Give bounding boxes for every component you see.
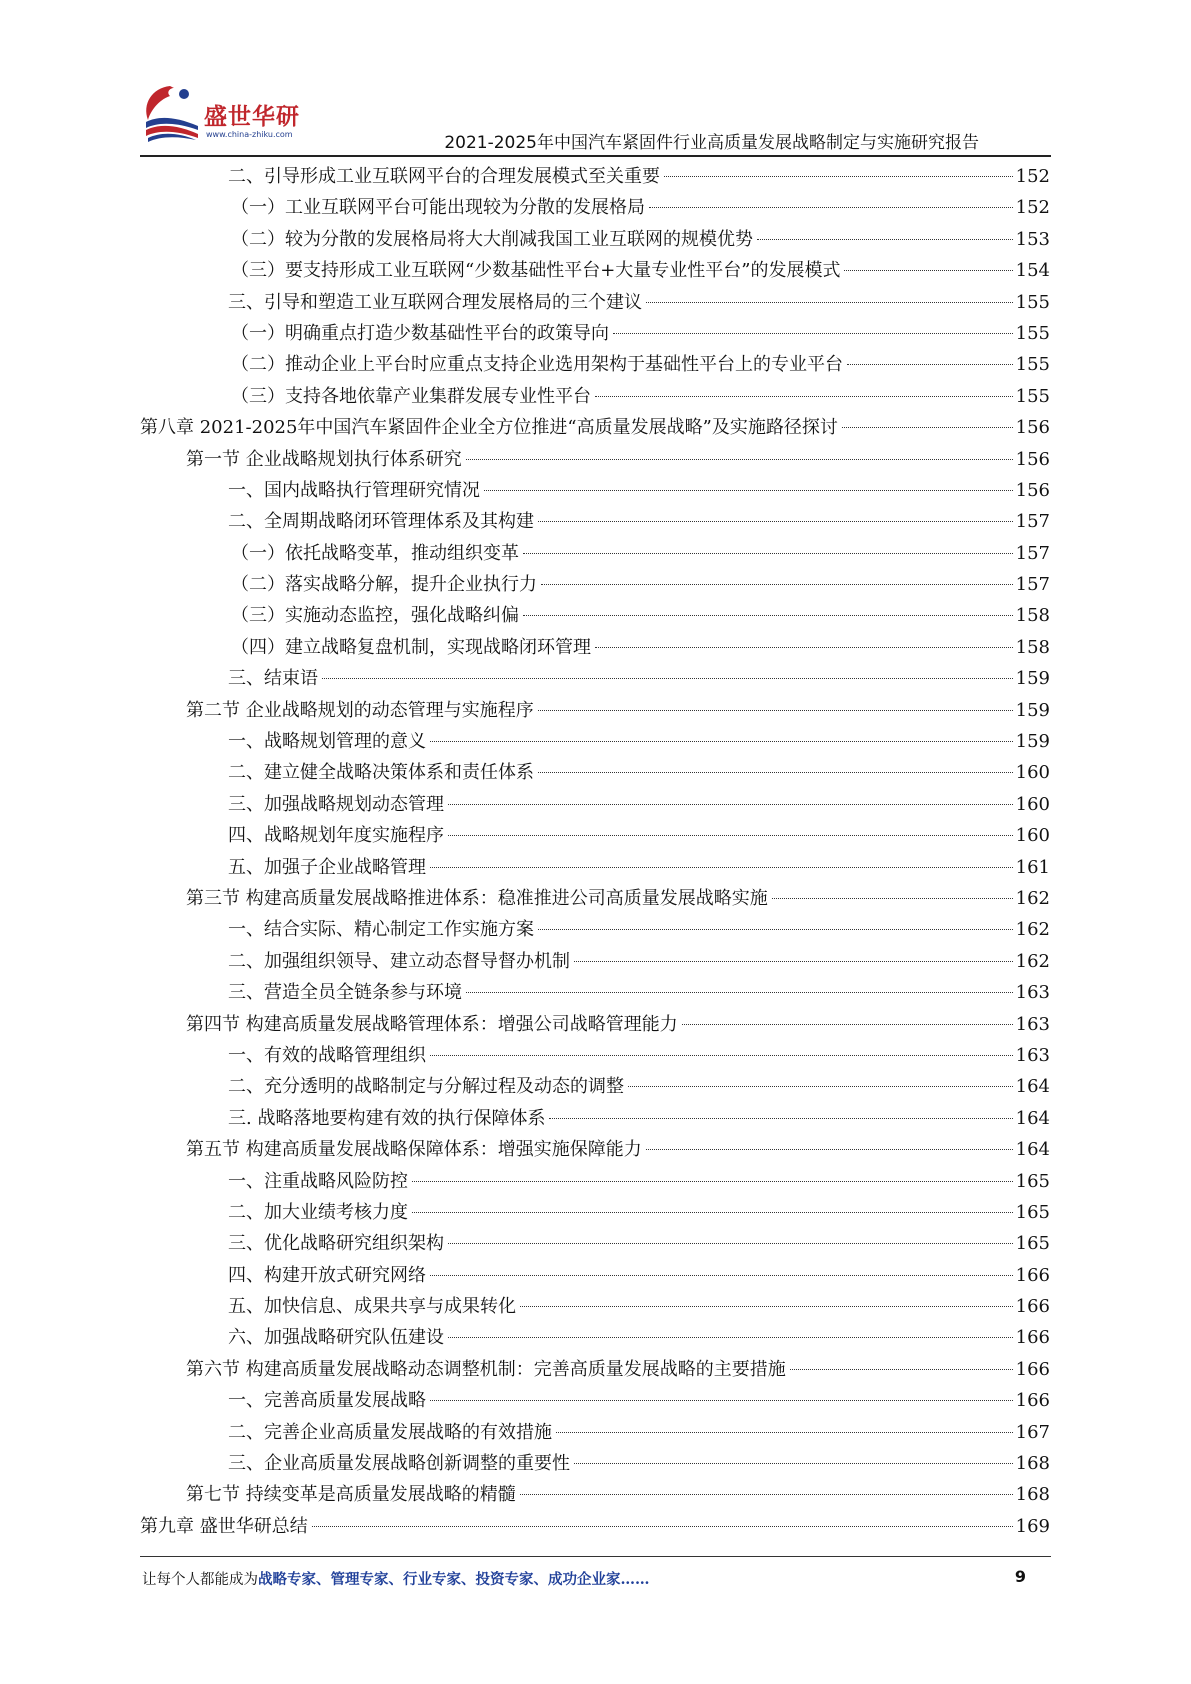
toc-entry-page: 158: [1015, 636, 1050, 658]
toc-entry-page: 161: [1015, 856, 1050, 878]
toc-leader-dots: [523, 615, 1013, 616]
toc-entry[interactable]: [140, 1479, 1050, 1510]
toc-entry[interactable]: [140, 161, 1050, 192]
toc-entry-title: （一）依托战略变革，推动组织变革: [231, 542, 519, 564]
toc-entry[interactable]: [140, 255, 1050, 286]
toc-entry-page: 159: [1015, 699, 1050, 721]
toc-entry[interactable]: [140, 914, 1050, 945]
toc-entry-title: （一）工业互联网平台可能出现较为分散的发展格局: [231, 197, 645, 219]
logo-url: www.china-zhiku.com: [206, 130, 293, 139]
toc-entry-page: 155: [1015, 385, 1050, 407]
toc-entry-page: 162: [1015, 950, 1050, 972]
toc-leader-dots: [520, 1306, 1013, 1307]
toc-leader-dots: [538, 710, 1013, 711]
toc-leader-dots: [430, 867, 1013, 868]
toc-leader-dots: [430, 1055, 1013, 1056]
toc-entry-page: 166: [1015, 1327, 1050, 1349]
toc-entry[interactable]: [140, 1009, 1050, 1040]
toc-leader-dots: [520, 1494, 1013, 1495]
toc-entry-title: 二、建立健全战略决策体系和责任体系: [228, 762, 534, 784]
toc-entry-page: 157: [1015, 511, 1050, 533]
toc-entry-page: 163: [1015, 1013, 1050, 1035]
toc-entry-page: 160: [1015, 793, 1050, 815]
toc-entry[interactable]: [140, 1291, 1050, 1322]
toc-entry[interactable]: [140, 1071, 1050, 1102]
toc-entry-title: 第七节 持续变革是高质量发展战略的精髓: [186, 1484, 516, 1506]
toc-entry-title: 三、企业高质量发展战略创新调整的重要性: [228, 1453, 570, 1475]
page-number: 9: [1014, 1567, 1026, 1586]
toc-entry[interactable]: [140, 412, 1050, 443]
toc-entry-page: 165: [1015, 1201, 1050, 1223]
toc-entry-title: 第三节 构建高质量发展战略推进体系：稳准推进公司高质量发展战略实施: [186, 887, 768, 909]
toc-entry-page: 169: [1015, 1515, 1050, 1537]
toc-entry[interactable]: [140, 287, 1050, 318]
toc-entry[interactable]: [140, 381, 1050, 412]
toc-entry[interactable]: [140, 977, 1050, 1008]
toc-leader-dots: [847, 364, 1013, 365]
toc-entry[interactable]: [140, 883, 1050, 914]
toc-leader-dots: [757, 239, 1013, 240]
toc-entry-page: 160: [1015, 825, 1050, 847]
toc-entry-page: 164: [1015, 1076, 1050, 1098]
toc-entry[interactable]: [140, 538, 1050, 569]
toc-leader-dots: [628, 1086, 1013, 1087]
toc-leader-dots: [412, 1212, 1013, 1213]
toc-entry[interactable]: [140, 475, 1050, 506]
toc-entry-title: 二、加大业绩考核力度: [228, 1201, 408, 1223]
toc-entry-page: 167: [1015, 1421, 1050, 1443]
toc-entry-page: 164: [1015, 1139, 1050, 1161]
toc-leader-dots: [448, 1243, 1013, 1244]
toc-leader-dots: [538, 521, 1013, 522]
toc-leader-dots: [448, 835, 1013, 836]
toc-entry-title: （二）落实战略分解，提升企业执行力: [231, 574, 537, 596]
toc-entry[interactable]: [140, 1260, 1050, 1291]
toc-entry[interactable]: [140, 192, 1050, 223]
toc-leader-dots: [430, 741, 1013, 742]
toc-entry-page: 157: [1015, 542, 1050, 564]
toc-entry-page: 166: [1015, 1296, 1050, 1318]
toc-entry-title: （二）较为分散的发展格局将大大削减我国工业互联网的规模优势: [231, 228, 753, 250]
toc-entry-title: 二、引导形成工业互联网平台的合理发展模式至关重要: [228, 166, 660, 187]
toc-entry-title: 二、全周期战略闭环管理体系及其构建: [228, 511, 534, 533]
toc-entry-title: 三、优化战略研究组织架构: [228, 1233, 444, 1255]
toc-entry[interactable]: [140, 1197, 1050, 1228]
toc-leader-dots: [649, 207, 1013, 208]
toc-leader-dots: [312, 1526, 1013, 1527]
toc-entry-title: （一）明确重点打造少数基础性平台的政策导向: [231, 322, 609, 344]
toc-entry-title: 二、完善企业高质量发展战略的有效措施: [228, 1421, 552, 1443]
toc-entry-page: 162: [1015, 887, 1050, 909]
toc-entry[interactable]: [140, 318, 1050, 349]
toc-entry-page: 155: [1015, 322, 1050, 344]
toc-leader-dots: [646, 302, 1013, 303]
toc-leader-dots: [842, 427, 1013, 428]
toc-entry[interactable]: [140, 349, 1050, 380]
toc-entry-title: 一、战略规划管理的意义: [228, 731, 426, 753]
toc-entry-title: 第八章 2021-2025年中国汽车紧固件企业全方位推进“高质量发展战略”及实施路径探讨: [140, 417, 838, 439]
toc-entry-title: 第九章 盛世华研总结: [140, 1515, 308, 1537]
toc-entry-title: 第二节 企业战略规划的动态管理与实施程序: [186, 699, 534, 721]
toc-entry[interactable]: [140, 1417, 1050, 1448]
toc-entry-title: 第一节 企业战略规划执行体系研究: [186, 448, 462, 470]
toc-entry-title: 一、国内战略执行管理研究情况: [228, 479, 480, 501]
toc-entry[interactable]: [140, 1354, 1050, 1385]
toc-entry-page: 166: [1015, 1390, 1050, 1412]
toc-leader-dots: [523, 553, 1013, 554]
toc-entry-title: （三）要支持形成工业互联网“少数基础性平台+大量专业性平台”的发展模式: [231, 260, 841, 282]
toc-entry-title: 三. 战略落地要构建有效的执行保障体系: [228, 1107, 546, 1129]
toc-entry[interactable]: [140, 1228, 1050, 1259]
toc-leader-dots: [541, 584, 1013, 585]
toc-leader-dots: [595, 396, 1013, 397]
toc-leader-dots: [574, 1463, 1013, 1464]
toc-entry[interactable]: [140, 820, 1050, 851]
toc-entry-title: （三）实施动态监控，强化战略纠偏: [231, 605, 519, 627]
toc-entry-title: 三、营造全员全链条参与环境: [228, 982, 462, 1004]
toc-entry-page: 159: [1015, 731, 1050, 753]
toc-leader-dots: [430, 1275, 1013, 1276]
toc-leader-dots: [538, 929, 1013, 930]
toc-entry[interactable]: [140, 506, 1050, 537]
table-of-contents: [140, 161, 1050, 1542]
toc-entry[interactable]: [140, 695, 1050, 726]
toc-leader-dots: [664, 176, 1013, 177]
footer-slogan-roles: 战略专家、管理专家、行业专家、投资专家、成功企业家……: [258, 1571, 650, 1588]
page-header: [0, 0, 1191, 170]
toc-leader-dots: [466, 992, 1013, 993]
toc-leader-dots: [430, 1400, 1013, 1401]
toc-leader-dots: [466, 459, 1013, 460]
header-divider: [140, 155, 1051, 157]
footer-divider: [140, 1556, 1051, 1557]
toc-leader-dots: [844, 270, 1012, 271]
page-footer: [142, 1568, 1048, 1592]
toc-entry-page: 153: [1015, 228, 1050, 250]
toc-entry[interactable]: [140, 569, 1050, 600]
toc-entry-page: 165: [1015, 1170, 1050, 1192]
toc-entry[interactable]: [140, 946, 1050, 977]
toc-leader-dots: [549, 1118, 1012, 1119]
toc-entry-page: 164: [1015, 1107, 1050, 1129]
toc-entry-title: 第五节 构建高质量发展战略保障体系：增强实施保障能力: [186, 1139, 642, 1161]
toc-entry-page: 163: [1015, 982, 1050, 1004]
toc-entry-title: 二、充分透明的战略制定与分解过程及动态的调整: [228, 1076, 624, 1098]
toc-entry-title: 第六节 构建高质量发展战略动态调整机制：完善高质量发展战略的主要措施: [186, 1358, 786, 1380]
logo-emblem-icon: [140, 82, 204, 144]
toc-entry-title: 四、战略规划年度实施程序: [228, 825, 444, 847]
toc-leader-dots: [790, 1369, 1013, 1370]
toc-entry[interactable]: [140, 1166, 1050, 1197]
logo-name: 盛世华研: [204, 104, 300, 130]
toc-entry[interactable]: [140, 852, 1050, 883]
toc-entry[interactable]: [140, 1385, 1050, 1416]
toc-entry-title: 三、引导和塑造工业互联网合理发展格局的三个建议: [228, 291, 642, 313]
toc-leader-dots: [613, 333, 1013, 334]
toc-entry[interactable]: [140, 1040, 1050, 1071]
toc-leader-dots: [322, 678, 1013, 679]
toc-entry-page: 156: [1015, 479, 1050, 501]
toc-entry-title: 一、注重战略风险防控: [228, 1170, 408, 1192]
toc-entry-page: 162: [1015, 919, 1050, 941]
toc-entry[interactable]: [140, 1511, 1050, 1542]
toc-entry-title: 四、构建开放式研究网络: [228, 1264, 426, 1286]
toc-entry-page: 155: [1015, 354, 1050, 376]
toc-entry[interactable]: [140, 444, 1050, 475]
toc-entry-page: 158: [1015, 605, 1050, 627]
company-logo: [140, 82, 320, 152]
toc-entry-title: 五、加强子企业战略管理: [228, 856, 426, 878]
toc-entry-page: 157: [1015, 574, 1050, 596]
toc-leader-dots: [556, 1432, 1013, 1433]
toc-leader-dots: [484, 490, 1013, 491]
toc-leader-dots: [412, 1181, 1013, 1182]
toc-entry-page: 154: [1015, 260, 1050, 282]
toc-leader-dots: [595, 647, 1013, 648]
toc-entry-page: 165: [1015, 1233, 1050, 1255]
report-title: 2021-2025年中国汽车紧固件行业高质量发展战略制定与实施研究报告: [444, 133, 979, 153]
toc-entry-title: （三）支持各地依靠产业集群发展专业性平台: [231, 385, 591, 407]
toc-entry-title: 三、加强战略规划动态管理: [228, 793, 444, 815]
toc-leader-dots: [448, 804, 1013, 805]
toc-entry-title: 一、完善高质量发展战略: [228, 1390, 426, 1412]
toc-entry[interactable]: [140, 1322, 1050, 1353]
toc-entry[interactable]: [140, 1134, 1050, 1165]
toc-entry-title: 六、加强战略研究队伍建设: [228, 1327, 444, 1349]
toc-entry-page: 155: [1015, 291, 1050, 313]
toc-entry-page: 152: [1015, 197, 1050, 219]
toc-entry[interactable]: [140, 1448, 1050, 1479]
toc-entry-page: 156: [1015, 417, 1050, 439]
toc-entry-title: 三、结束语: [228, 668, 318, 690]
toc-entry-page: 166: [1015, 1264, 1050, 1286]
toc-entry[interactable]: [140, 1103, 1050, 1134]
toc-entry[interactable]: [140, 726, 1050, 757]
toc-leader-dots: [682, 1024, 1013, 1025]
toc-leader-dots: [538, 772, 1013, 773]
toc-entry[interactable]: [140, 632, 1050, 663]
toc-leader-dots: [448, 1337, 1013, 1338]
toc-entry-title: 一、结合实际、精心制定工作实施方案: [228, 919, 534, 941]
toc-entry-page: 166: [1015, 1358, 1050, 1380]
toc-entry-page: 168: [1015, 1484, 1050, 1506]
toc-entry-page: 156: [1015, 448, 1050, 470]
toc-entry[interactable]: [140, 600, 1050, 631]
toc-entry-page: 168: [1015, 1453, 1050, 1475]
toc-leader-dots: [574, 961, 1013, 962]
toc-entry-title: （四）建立战略复盘机制，实现战略闭环管理: [231, 636, 591, 658]
toc-entry-title: （二）推动企业上平台时应重点支持企业选用架构于基础性平台上的专业平台: [231, 354, 843, 376]
toc-leader-dots: [646, 1149, 1013, 1150]
footer-slogan-lead: 让每个人都能成为: [142, 1572, 258, 1588]
toc-entry-page: 163: [1015, 1044, 1050, 1066]
toc-entry-title: 二、加强组织领导、建立动态督导督办机制: [228, 950, 570, 972]
toc-entry[interactable]: [140, 224, 1050, 255]
toc-leader-dots: [772, 898, 1013, 899]
toc-entry-title: 第四节 构建高质量发展战略管理体系：增强公司战略管理能力: [186, 1013, 678, 1035]
toc-entry-page: 159: [1015, 668, 1050, 690]
toc-entry[interactable]: [140, 663, 1050, 694]
toc-entry-page: 152: [1015, 166, 1050, 187]
toc-entry-title: 五、加快信息、成果共享与成果转化: [228, 1296, 516, 1318]
toc-entry[interactable]: [140, 757, 1050, 788]
toc-entry[interactable]: [140, 789, 1050, 820]
toc-entry-page: 160: [1015, 762, 1050, 784]
toc-entry-title: 一、有效的战略管理组织: [228, 1044, 426, 1066]
